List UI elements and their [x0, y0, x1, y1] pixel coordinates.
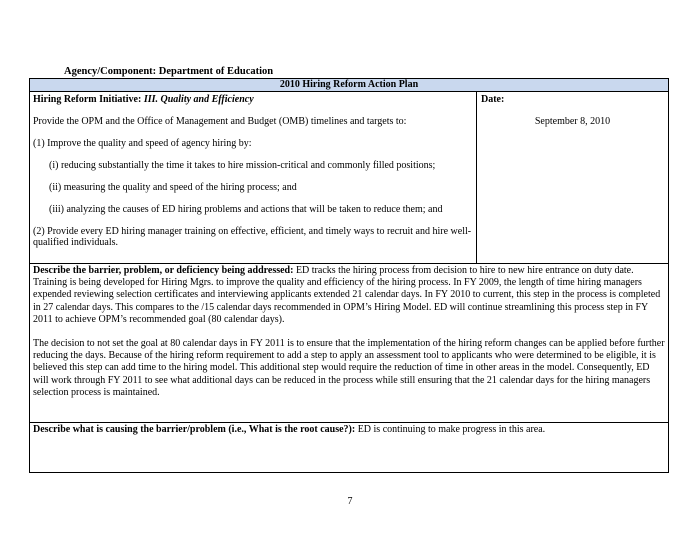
initiative-row	[30, 92, 668, 264]
initiative-cell	[30, 92, 477, 263]
table-title: 2010 Hiring Reform Action Plan	[30, 79, 668, 92]
initiative-intro: Provide the OPM and the Office of Management and Budget (OMB) timelines and targets to:	[33, 116, 407, 127]
barrier-paragraph-2: The decision to not set the goal at 80 calendar days in FY 2011 is to ensure that the implementation of the hiring reform changes can be applied before further reducing the days. Because of the hiring reform requirement to add a step to apply an assessment tool to applicants who were determined to be eligible, it is believed this step can add time to the hiring model. This additional step would require the reduction of time in other areas in the model. Consequently, ED will work through FY 2011 to see what additional days can be reduced in the process while still ensuring that the 21 calendar days for the hiring managers selection process is maintained.	[33, 338, 665, 398]
agency-component-line: Agency/Component: Department of Education	[64, 66, 274, 77]
initiative-item-1: (1) Improve the quality and speed of agency hiring by:	[33, 138, 252, 149]
root-cause-label: Describe what is causing the barrier/problem (i.e., What is the root cause?):	[33, 424, 356, 435]
initiative-subitem-iii: (iii) analyzing the causes of ED hiring problems and actions that will be taken to reduce them; and	[49, 204, 443, 215]
initiative-heading	[33, 94, 473, 105]
root-cause-text: ED is continuing to make progress in this area.	[355, 424, 546, 435]
date-label: Date:	[481, 94, 505, 105]
initiative-label: Hiring Reform Initiative:	[33, 94, 144, 105]
root-cause-paragraph	[33, 424, 565, 436]
date-cell	[477, 92, 668, 263]
action-plan-table	[29, 78, 669, 473]
barrier-paragraph-1	[33, 265, 665, 326]
initiative-item-2: (2) Provide every ED hiring manager training on effective, efficient, and timely ways to recruit and hire well-qualified individuals.	[33, 226, 472, 248]
date-value: September 8, 2010	[534, 116, 611, 127]
initiative-subitem-i: (i) reducing substantially the time it takes to hire mission-critical and commonly filled positions;	[49, 160, 436, 171]
initiative-value: III. Quality and Efficiency	[143, 94, 254, 105]
page-number: 7	[347, 496, 353, 507]
barrier-row	[30, 264, 668, 423]
root-cause-row	[30, 423, 668, 472]
initiative-subitem-ii: (ii) measuring the quality and speed of the hiring process; and	[49, 182, 297, 193]
barrier-text-1: ED tracks the hiring process from decision to hire to new hire entrance on duty date. Training is being developed for Hiring Mgrs. to improve the quality and efficiency of the hiring process. In FY 2009, the length of time hiring managers expended reviewing selection certificates and interviewing applicants extended 21 calendar days. In FY 2010 to current, this step in the process is completed in 27 calendar days. This compares to the /15 calendar days recommended in OPM’s Hiring Model. ED will continue streamlining this process step in FY 2011 to achieve OPM’s recommended goal (80 calendar days).	[33, 265, 661, 325]
barrier-label: Describe the barrier, problem, or deficiency being addressed:	[33, 265, 294, 276]
